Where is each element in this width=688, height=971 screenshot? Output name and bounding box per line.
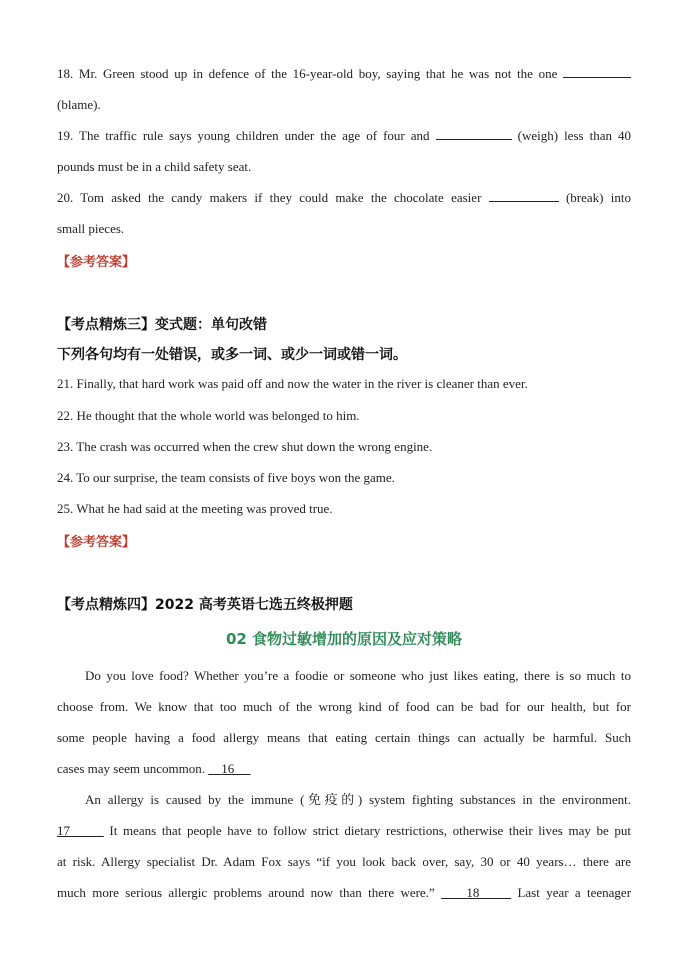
section-3-instruction: 下列各句均有一处错误，或多一词、或少一词或错一词。 — [57, 347, 407, 363]
reference-answer-label[interactable]: 【参考答案】 — [57, 255, 136, 270]
passage-p1-line-4 — [57, 760, 631, 778]
passage-title: 02 食物过敏增加的原因及应对策略 — [225, 630, 463, 648]
answer-blank[interactable] — [489, 189, 559, 202]
passage-p1-line-2: choose from. We know that too much of the wrong kind of food can be bad for our health, but for — [57, 699, 631, 714]
blank-17[interactable]: 17 — [57, 823, 70, 838]
passage-text: much more serious allergic problems around now than there were.” — [57, 885, 435, 900]
question-18-text: 18. Mr. Green stood up in defence of the 16-year-old boy, saying that he was not the one — [57, 66, 558, 81]
answer-blank[interactable] — [563, 65, 631, 78]
question-20-line-2: small pieces. — [57, 221, 125, 236]
question-19-hint: (weigh) less than 40 — [517, 128, 632, 143]
blank-16[interactable]: 16 — [221, 761, 235, 776]
reference-answer-label[interactable]: 【参考答案】 — [57, 535, 136, 550]
passage-text: Last year a teenager — [517, 885, 632, 900]
question-20-line-1 — [57, 189, 631, 207]
passage-p2-line-1: An allergy is caused by the immune (免疫的) system fighting substances in the environment. — [85, 792, 631, 807]
question-19-text: 19. The traffic rule says young children under the age of four and — [57, 128, 430, 143]
question-19-line-1 — [57, 127, 631, 145]
answer-blank[interactable] — [436, 127, 512, 140]
section-3-heading: 【考点精炼三】变式题：单句改错 — [57, 317, 267, 333]
passage-p1-line-1: Do you love food? Whether you’re a foodie or someone who just likes eating, there is so much to — [85, 668, 631, 683]
passage-p2-line-2 — [57, 822, 631, 840]
passage-p2-line-4 — [57, 884, 631, 902]
question-25: 25. What he had said at the meeting was proved true. — [57, 501, 333, 516]
question-23: 23. The crash was occurred when the crew shut down the wrong engine. — [57, 439, 433, 454]
question-21: 21. Finally, that hard work was paid off and now the water in the river is cleaner than ever. — [57, 376, 528, 391]
blank-18[interactable]: 18 — [466, 885, 480, 900]
passage-p2-line-3: at risk. Allergy specialist Dr. Adam Fox says “if you look back over, say, 30 or 40 years… there are — [57, 854, 631, 869]
question-20-hint: (break) into — [565, 190, 631, 205]
question-22: 22. He thought that the whole world was belonged to him. — [57, 408, 360, 423]
passage-text: cases may seem uncommon. — [57, 761, 206, 776]
question-18-line-1 — [57, 65, 631, 83]
question-18-line-2: (blame). — [57, 97, 101, 112]
passage-p1-line-3: some people having a food allergy means that eating certain things can actually be harmful. Such — [57, 730, 631, 745]
question-19-line-2: pounds must be in a child safety seat. — [57, 159, 252, 174]
section-4-heading: 【考点精炼四】2022 高考英语七选五终极押题 — [57, 597, 353, 613]
question-20-text: 20. Tom asked the candy makers if they could make the chocolate easier — [57, 190, 482, 205]
question-24: 24. To our surprise, the team consists of five boys won the game. — [57, 470, 395, 485]
passage-text: It means that people have to follow strict dietary restrictions, otherwise their lives may be put — [103, 823, 632, 838]
